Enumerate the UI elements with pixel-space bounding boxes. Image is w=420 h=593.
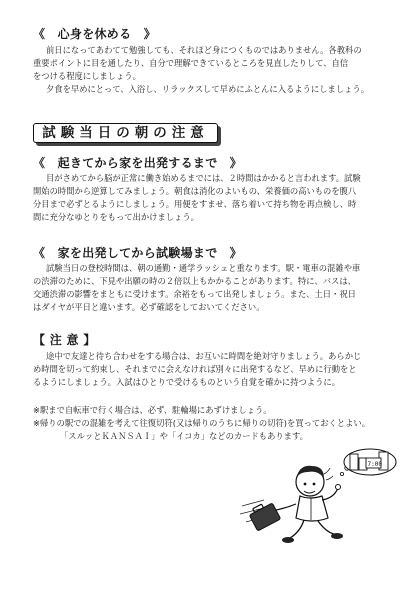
section-heading-wakeup: 《 起きてから家を出発するまで 》 xyxy=(33,156,243,170)
section-heading-commute: 《 家を出発してから試験場まで 》 xyxy=(33,246,243,260)
note-line: ※帰りの駅での混雑を考えて往復切符(又は帰りのうちに帰りの切符)を買っておくとよい。 xyxy=(33,418,371,428)
running-student-illustration xyxy=(238,448,398,552)
paragraph-line: はダイヤが平日と違います。必ず確認をしておいてください。 xyxy=(33,302,265,312)
section-banner-title: 試験当日の朝の注意 xyxy=(33,123,218,143)
paragraph-line: 試験当日の登校時間は、朝の通勤・通学ラッシュと重なります。駅・電車の混雑や車 xyxy=(46,263,361,273)
paragraph-line: 夕食を早めにとって、入浴し、リラックスして早めにふとんに入るようにしましょう。 xyxy=(46,84,370,94)
briefcase-icon xyxy=(249,503,280,531)
clock-digit: 7 xyxy=(367,461,372,468)
clock-icon xyxy=(366,458,382,468)
paragraph-line: 途中で友達と待ち合わせをする場合は、お互いに時間を絶対守りましょう。あらかじ xyxy=(46,351,362,361)
paragraph-line: をつける程度にしましょう。 xyxy=(33,71,141,81)
paragraph-line: 交通渋滞の影響をまともに受けます。余裕をもって出発しましょう。また、土日・祝日 xyxy=(33,289,356,299)
clock-digit: : xyxy=(371,461,375,468)
clock-digit: 0 xyxy=(378,461,382,468)
paragraph-line: 間に充分なゆとりをもって出かけましょう。 xyxy=(33,212,199,222)
paragraph-line: るようにしましょう。入試はひとりで受けるものという自覚を確かに持つように。 xyxy=(33,377,340,387)
paragraph-line: め時間を切って約束し、それまでに会えなければ別々に出発するなど、早めに行動をと xyxy=(33,364,357,374)
svg-text:7:00 xyxy=(368,461,383,468)
section-heading-caution: 【 注 意 】 xyxy=(33,333,96,347)
clock-digit: 0 xyxy=(374,461,379,468)
paragraph-line: 前日になってあわてて勉強しても、それほど身につくものではありません。各教科の xyxy=(46,45,362,55)
paragraph-line: 重要ポイントに目を通したり、自分で理解できているところを見直したりして、自信 xyxy=(33,58,349,68)
note-line: ※駅まで自転車で行く場合は、必ず、駐輪場にあずけましょう。 xyxy=(33,405,272,415)
paragraph-line: 開始の時間から逆算してみましょう。朝食は消化のよいもの、栄養価の高いものを腹八 xyxy=(33,186,357,196)
section-heading-rest: 《 心身を休める 》 xyxy=(33,27,157,41)
paragraph-line: の渋滞のために、下見や出願の時の２倍以上もかかることがあります。特に、バスは、 xyxy=(33,276,356,286)
paragraph-line: 目がさめてから脳が正常に働き始めるまでには、２時間はかかると言われます。試験 xyxy=(46,173,361,183)
note-line: 「スルッとＫＡＮＳＡＩ」や「イコカ」などのカードもあります。 xyxy=(60,431,308,441)
paragraph-line: 分目まで必ずとるようにしましょう。用便をすませ、落ち着いて持ち物を再点検し、時 xyxy=(33,199,357,209)
